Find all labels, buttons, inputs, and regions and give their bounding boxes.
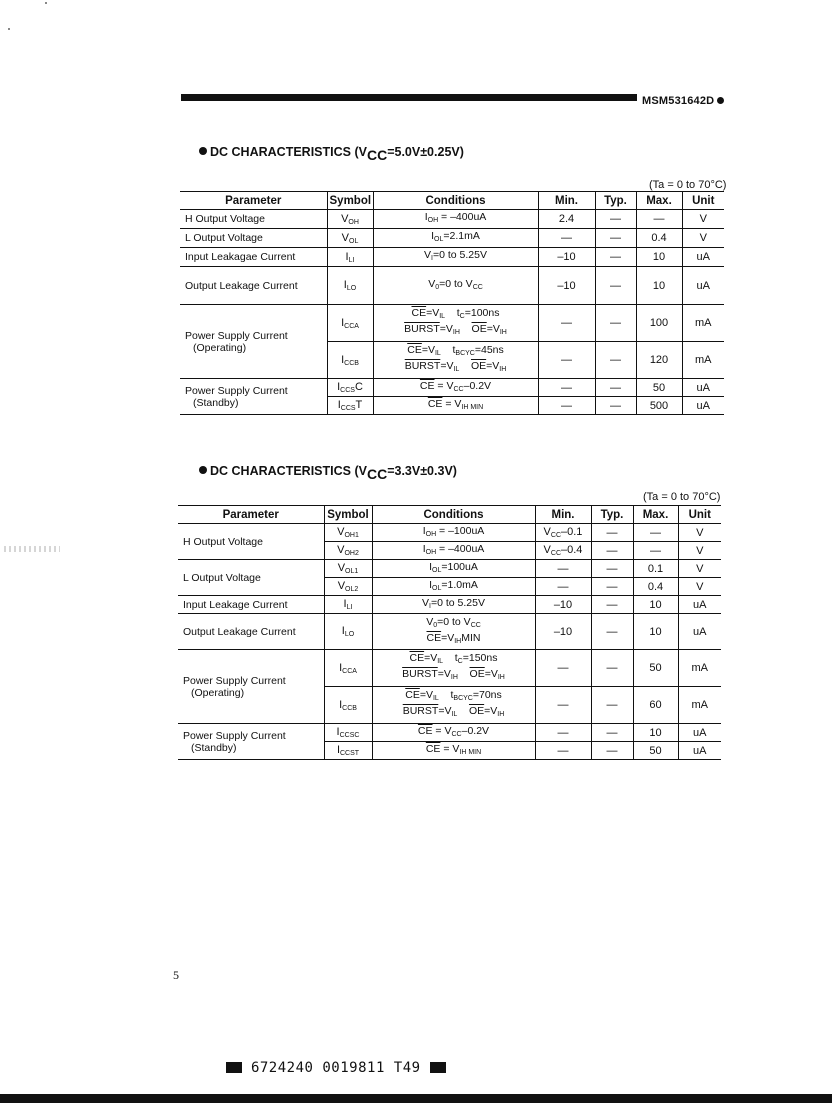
min-cell: –10 bbox=[538, 267, 595, 305]
symbol-cell: $I_{CCSC}$ bbox=[324, 724, 372, 742]
scan-speck bbox=[8, 28, 10, 30]
condition-cell: $\overline{CE}=V_{IL}$ $t_C=100ns$ $BURST=V_{IH}$ $\overline{OE}=V_{IH}$ bbox=[373, 305, 538, 342]
typ-cell: — bbox=[595, 397, 636, 415]
table-row bbox=[180, 210, 724, 229]
table-row bbox=[178, 650, 721, 687]
unit-cell: uA bbox=[678, 742, 721, 760]
unit-cell: uA bbox=[682, 267, 724, 305]
max-cell: 0.4 bbox=[636, 229, 682, 248]
bullet-icon bbox=[199, 466, 207, 474]
page-number: 5 bbox=[173, 968, 179, 982]
typ-cell: — bbox=[595, 305, 636, 342]
symbol-cell: $I_{CCST}$ bbox=[324, 742, 372, 760]
max-cell: 50 bbox=[633, 650, 678, 687]
unit-cell: uA bbox=[678, 596, 721, 614]
unit-cell: uA bbox=[678, 614, 721, 650]
condition-cell: $I_{OH} = -100uA$ bbox=[372, 524, 535, 542]
condition-cell: $\overline{CE}=V_{IL}$ $t_{BCYC}=45ns$ $BURST=V_{IL}$ $\overline{OE}=V_{IH}$ bbox=[373, 342, 538, 379]
max-cell: 100 bbox=[636, 305, 682, 342]
unit-cell: V bbox=[678, 524, 721, 542]
condition-cell: $\overline{CE} = V_{IH MIN}$ bbox=[372, 742, 535, 760]
col-typ: Typ. bbox=[595, 192, 636, 210]
unit-cell: V bbox=[678, 578, 721, 596]
unit-cell: uA bbox=[682, 379, 724, 397]
unit-cell: V bbox=[678, 560, 721, 578]
max-cell: 10 bbox=[633, 614, 678, 650]
max-cell: 10 bbox=[636, 267, 682, 305]
table-header-row bbox=[180, 192, 724, 210]
table-row bbox=[180, 379, 724, 397]
table-row bbox=[180, 305, 724, 342]
symbol-cell: $V_{OH}$ bbox=[327, 210, 373, 229]
max-cell: 500 bbox=[636, 397, 682, 415]
symbol-cell: $V_{OL}$ bbox=[327, 229, 373, 248]
bullet-icon bbox=[717, 97, 724, 104]
typ-cell: — bbox=[591, 560, 633, 578]
condition-cell: $V_I=0$ to 5.25V bbox=[373, 248, 538, 267]
symbol-cell: $I_{CCA}$ bbox=[327, 305, 373, 342]
param-cell: H Output Voltage bbox=[180, 210, 327, 229]
param-cell: Output Leakage Current bbox=[178, 614, 324, 650]
typ-cell: — bbox=[595, 342, 636, 379]
unit-cell: mA bbox=[678, 650, 721, 687]
typ-cell: — bbox=[591, 687, 633, 724]
max-cell: — bbox=[636, 210, 682, 229]
typ-cell: — bbox=[595, 210, 636, 229]
max-cell: 0.1 bbox=[633, 560, 678, 578]
unit-cell: uA bbox=[678, 724, 721, 742]
typ-cell: — bbox=[595, 379, 636, 397]
max-cell: 10 bbox=[636, 248, 682, 267]
condition-cell: $I_{OL}=100uA$ bbox=[372, 560, 535, 578]
typ-cell: — bbox=[591, 596, 633, 614]
barcode-block bbox=[226, 1062, 242, 1073]
typ-cell: — bbox=[591, 524, 633, 542]
min-cell: — bbox=[538, 229, 595, 248]
col-max: Max. bbox=[636, 192, 682, 210]
min-cell: — bbox=[535, 578, 591, 596]
min-cell: — bbox=[535, 742, 591, 760]
unit-cell: V bbox=[678, 542, 721, 560]
condition-cell: $V_0=0$ to $V_{CC}$ bbox=[373, 267, 538, 305]
condition-cell: $V_0=0$ to $V_{CC}$ $\overline{CE}=V_{IH}MIN$ bbox=[372, 614, 535, 650]
min-cell: — bbox=[538, 305, 595, 342]
param-cell: Output Leakage Current bbox=[180, 267, 327, 305]
temperature-condition: (Ta = 0 to 70°C) bbox=[649, 179, 727, 191]
barcode-line: 6724240 0019811 T49 bbox=[226, 1060, 446, 1076]
max-cell: 50 bbox=[636, 379, 682, 397]
condition-cell: $I_{OH} = -400uA$ bbox=[372, 542, 535, 560]
symbol-cell: $I_{CCB}$ bbox=[327, 342, 373, 379]
col-symbol: Symbol bbox=[327, 192, 373, 210]
col-symbol: Symbol bbox=[324, 506, 372, 524]
condition-cell: $V_I=0$ to 5.25V bbox=[372, 596, 535, 614]
temperature-condition: (Ta = 0 to 70°C) bbox=[643, 491, 721, 503]
param-cell: Power Supply Current (Operating) bbox=[178, 650, 324, 724]
scan-artifact bbox=[4, 546, 60, 552]
condition-cell: $I_{OL}=1.0mA$ bbox=[372, 578, 535, 596]
min-cell: — bbox=[535, 687, 591, 724]
symbol-cell: $I_{LI}$ bbox=[327, 248, 373, 267]
bullet-icon bbox=[199, 147, 207, 155]
param-cell: Power Supply Current (Standby) bbox=[178, 724, 324, 760]
unit-cell: mA bbox=[678, 687, 721, 724]
max-cell: — bbox=[633, 524, 678, 542]
table-row bbox=[178, 724, 721, 742]
part-number: MSM531642D bbox=[642, 95, 724, 107]
section-title-3v: DC CHARACTERISTICS (VCC=3.3V±0.3V) bbox=[199, 464, 457, 482]
param-cell: Power Supply Current (Operating) bbox=[180, 305, 327, 379]
unit-cell: mA bbox=[682, 305, 724, 342]
param-cell: L Output Voltage bbox=[180, 229, 327, 248]
table-row bbox=[178, 614, 721, 650]
footer-rule bbox=[0, 1094, 832, 1103]
min-cell: — bbox=[535, 560, 591, 578]
dc-table-5v bbox=[180, 191, 724, 415]
symbol-cell: $V_{OL1}$ bbox=[324, 560, 372, 578]
symbol-cell: $V_{OH1}$ bbox=[324, 524, 372, 542]
symbol-cell: $V_{OH2}$ bbox=[324, 542, 372, 560]
symbol-cell: $I_{CCB}$ bbox=[324, 687, 372, 724]
condition-cell: $\overline{CE} = V_{CC}-0.2V$ bbox=[372, 724, 535, 742]
param-cell: L Output Voltage bbox=[178, 560, 324, 596]
header-rule bbox=[181, 94, 637, 101]
min-cell: –10 bbox=[535, 614, 591, 650]
typ-cell: — bbox=[595, 229, 636, 248]
max-cell: 10 bbox=[633, 596, 678, 614]
unit-cell: mA bbox=[682, 342, 724, 379]
col-unit: Unit bbox=[682, 192, 724, 210]
symbol-cell: $I_{CCS}C$ bbox=[327, 379, 373, 397]
table-row bbox=[178, 524, 721, 542]
param-cell: Input Leakagae Current bbox=[180, 248, 327, 267]
min-cell: $V_{CC}-0.1$ bbox=[535, 524, 591, 542]
typ-cell: — bbox=[591, 542, 633, 560]
col-max: Max. bbox=[633, 506, 678, 524]
unit-cell: uA bbox=[682, 397, 724, 415]
min-cell: — bbox=[535, 650, 591, 687]
min-cell: — bbox=[535, 724, 591, 742]
typ-cell: — bbox=[591, 650, 633, 687]
min-cell: $V_{CC}-0.4$ bbox=[535, 542, 591, 560]
col-parameter: Parameter bbox=[178, 506, 324, 524]
dc-table-3v bbox=[178, 505, 721, 760]
col-unit: Unit bbox=[678, 506, 721, 524]
condition-cell: $\overline{CE}=V_{IL}$ $t_{BCYC}=70ns$ $BURST=V_{IL}$ $\overline{OE}=V_{IH}$ bbox=[372, 687, 535, 724]
col-parameter: Parameter bbox=[180, 192, 327, 210]
min-cell: –10 bbox=[535, 596, 591, 614]
min-cell: — bbox=[538, 379, 595, 397]
section-title-5v: DC CHARACTERISTICS (VCC=5.0V±0.25V) bbox=[199, 145, 464, 163]
col-conditions: Conditions bbox=[372, 506, 535, 524]
condition-cell: $\overline{CE} = V_{CC}-0.2V$ bbox=[373, 379, 538, 397]
max-cell: 0.4 bbox=[633, 578, 678, 596]
max-cell: 50 bbox=[633, 742, 678, 760]
barcode-block bbox=[430, 1062, 446, 1073]
symbol-cell: $V_{OL2}$ bbox=[324, 578, 372, 596]
symbol-cell: $I_{CCA}$ bbox=[324, 650, 372, 687]
max-cell: 60 bbox=[633, 687, 678, 724]
symbol-cell: $I_{CCS}T$ bbox=[327, 397, 373, 415]
min-cell: –10 bbox=[538, 248, 595, 267]
symbol-cell: $I_{LI}$ bbox=[324, 596, 372, 614]
typ-cell: — bbox=[595, 267, 636, 305]
unit-cell: V bbox=[682, 210, 724, 229]
condition-cell: $\overline{CE} = V_{IH MIN}$ bbox=[373, 397, 538, 415]
param-cell: H Output Voltage bbox=[178, 524, 324, 560]
table-row bbox=[180, 267, 724, 305]
table-header-row bbox=[178, 506, 721, 524]
min-cell: — bbox=[538, 397, 595, 415]
param-cell: Power Supply Current (Standby) bbox=[180, 379, 327, 415]
symbol-cell: $I_{LO}$ bbox=[324, 614, 372, 650]
col-conditions: Conditions bbox=[373, 192, 538, 210]
unit-cell: V bbox=[682, 229, 724, 248]
condition-cell: $I_{OH} = -400uA$ bbox=[373, 210, 538, 229]
condition-cell: $\overline{CE}=V_{IL}$ $t_C=150ns$ $BURST=V_{IH}$ $\overline{OE}=V_{IH}$ bbox=[372, 650, 535, 687]
max-cell: — bbox=[633, 542, 678, 560]
max-cell: 120 bbox=[636, 342, 682, 379]
typ-cell: — bbox=[591, 614, 633, 650]
table-row bbox=[180, 229, 724, 248]
typ-cell: — bbox=[591, 578, 633, 596]
condition-cell: $I_{OL}=2.1mA$ bbox=[373, 229, 538, 248]
table-row bbox=[178, 560, 721, 578]
typ-cell: — bbox=[595, 248, 636, 267]
min-cell: 2.4 bbox=[538, 210, 595, 229]
typ-cell: — bbox=[591, 742, 633, 760]
table-row bbox=[180, 248, 724, 267]
max-cell: 10 bbox=[633, 724, 678, 742]
unit-cell: uA bbox=[682, 248, 724, 267]
table-row bbox=[178, 596, 721, 614]
col-min: Min. bbox=[538, 192, 595, 210]
col-min: Min. bbox=[535, 506, 591, 524]
min-cell: — bbox=[538, 342, 595, 379]
param-cell: Input Leakage Current bbox=[178, 596, 324, 614]
symbol-cell: $I_{LO}$ bbox=[327, 267, 373, 305]
typ-cell: — bbox=[591, 724, 633, 742]
scan-speck bbox=[45, 2, 47, 4]
col-typ: Typ. bbox=[591, 506, 633, 524]
